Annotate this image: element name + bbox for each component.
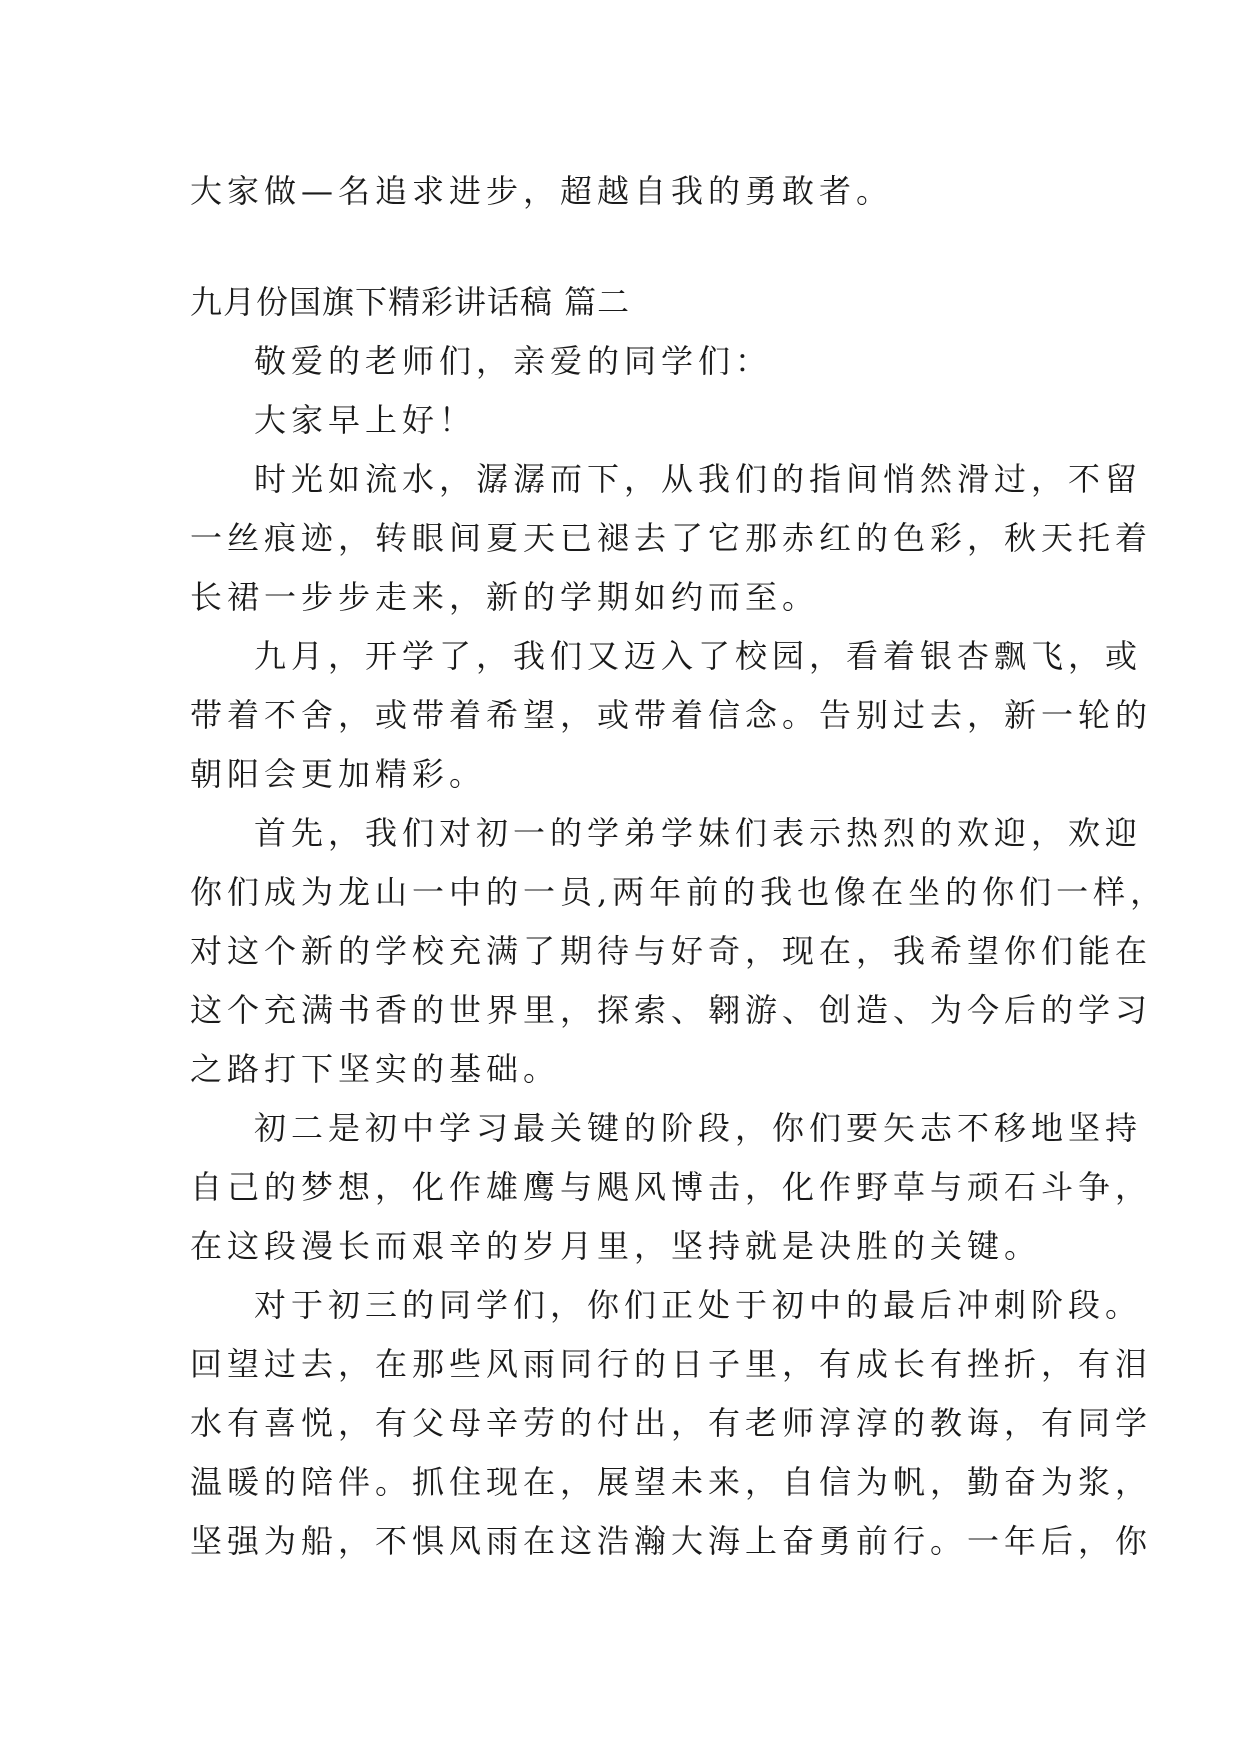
text-line: 对于初三的同学们，你们正处于初中的最后冲刺阶段。 bbox=[254, 1286, 1143, 1324]
text-line: 时光如流水，潺潺而下，从我们的指间悄然滑过，不留 bbox=[254, 460, 1143, 498]
text-line: 温暖的陪伴。抓住现在，展望未来，自信为帆，勤奋为浆， bbox=[190, 1463, 1153, 1501]
text-line: 大家做—名追求进步，超越自我的勇敢者。 bbox=[190, 172, 894, 210]
text-line: 长裙一步步走来，新的学期如约而至。 bbox=[190, 578, 820, 616]
text-line: 坚强为船，不惧风雨在这浩瀚大海上奋勇前行。一年后，你 bbox=[190, 1522, 1153, 1560]
text-line: 朝阳会更加精彩。 bbox=[190, 755, 487, 793]
text-line: 自己的梦想，化作雄鹰与飓风博击，化作野草与顽石斗争， bbox=[190, 1168, 1153, 1206]
text-line: 你们成为龙山一中的一员,两年前的我也像在坐的你们一样， bbox=[190, 873, 1168, 911]
text-line: 九月，开学了，我们又迈入了校园，看着银杏飘飞，或 bbox=[254, 637, 1143, 675]
text-line: 这个充满书香的世界里，探索、翱游、创造、为今后的学习 bbox=[190, 991, 1153, 1029]
text-line: 一丝痕迹，转眼间夏天已褪去了它那赤红的色彩，秋天托着 bbox=[190, 519, 1153, 557]
text-line: 在这段漫长而艰辛的岁月里，坚持就是决胜的关键。 bbox=[190, 1227, 1042, 1265]
text-line: 对这个新的学校充满了期待与好奇，现在，我希望你们能在 bbox=[190, 932, 1153, 970]
section-heading: 九月份国旗下精彩讲话稿 篇二 bbox=[190, 283, 631, 321]
text-line: 回望过去，在那些风雨同行的日子里，有成长有挫折，有泪 bbox=[190, 1345, 1153, 1383]
text-line: 水有喜悦，有父母辛劳的付出，有老师淳淳的教诲，有同学 bbox=[190, 1404, 1153, 1442]
document-body bbox=[190, 162, 1168, 1571]
greeting: 大家早上好！ bbox=[254, 401, 477, 439]
text-line: 之路打下坚实的基础。 bbox=[190, 1050, 561, 1088]
paragraph-gap bbox=[190, 221, 1060, 273]
text-line: 首先，我们对初一的学弟学妹们表示热烈的欢迎，欢迎 bbox=[254, 814, 1143, 852]
text-line: 初二是初中学习最关键的阶段，你们要矢志不移地坚持 bbox=[254, 1109, 1143, 1147]
salutation: 敬爱的老师们，亲爱的同学们： bbox=[254, 342, 773, 380]
text-line: 带着不舍，或带着希望，或带着信念。告别过去，新一轮的 bbox=[190, 696, 1153, 734]
